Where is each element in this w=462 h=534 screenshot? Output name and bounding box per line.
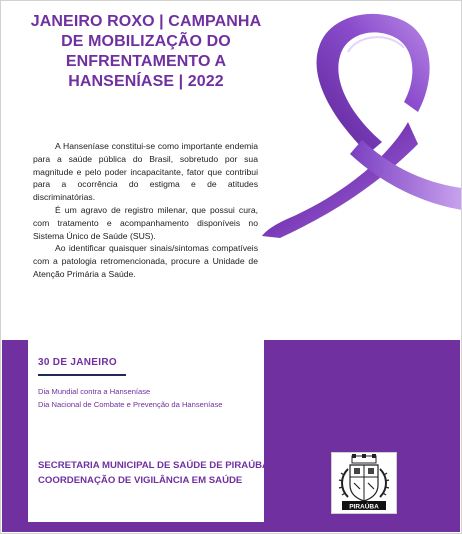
purple-side-strip bbox=[2, 340, 28, 532]
body-paragraph-2: É um agravo de registro milenar, que possui cura, com tratamento e acompanhamento disponíveis no Sistema Único de Saúde (SUS). bbox=[33, 204, 258, 241]
body-paragraph-1: A Hanseníase constitui-se como importante endemia para a saúde pública do Brasil, sobretudo por sua magnitude e pelo poder incapacitante, fator que contribui para a ocorrência do estigma e de atitudes discriminatórias. bbox=[33, 141, 258, 203]
date-heading: 30 DE JANEIRO bbox=[38, 357, 117, 368]
seal-label: PIRAÚBA bbox=[349, 503, 379, 511]
organization-coordination: COORDENAÇÃO DE VIGILÂNCIA EM SAÚDE bbox=[38, 474, 243, 486]
title-line-2: DE MOBILIZAÇÃO DO bbox=[61, 33, 231, 50]
body-paragraph-3: Ao identificar quaisquer sinais/sintomas compatíveis com a patologia retromencionada, procure a Unidade de Atenção Primária a Saúde. bbox=[33, 243, 258, 279]
date-divider bbox=[38, 374, 126, 376]
municipal-seal bbox=[331, 452, 397, 514]
event-item-world-day: Dia Mundial contra a Hanseníase bbox=[38, 387, 151, 396]
event-item-national-day: Dia Nacional de Combate e Prevenção da Hanseníase bbox=[38, 400, 223, 409]
title-line-3: ENFRENTAMENTO A bbox=[65, 53, 227, 70]
awareness-ribbon-icon bbox=[258, 4, 462, 240]
body-text bbox=[33, 140, 258, 281]
organization-block bbox=[38, 459, 269, 488]
title-line-4: HANSENÍASE | 2022 bbox=[68, 73, 224, 90]
organization-secretariat: SECRETARIA MUNICIPAL DE SAÚDE DE PIRAÚBA bbox=[38, 460, 269, 471]
coat-of-arms-icon bbox=[332, 453, 396, 513]
campaign-title bbox=[20, 12, 272, 92]
event-list bbox=[38, 385, 222, 411]
title-line-1: JANEIRO ROXO | CAMPANHA bbox=[30, 13, 262, 30]
